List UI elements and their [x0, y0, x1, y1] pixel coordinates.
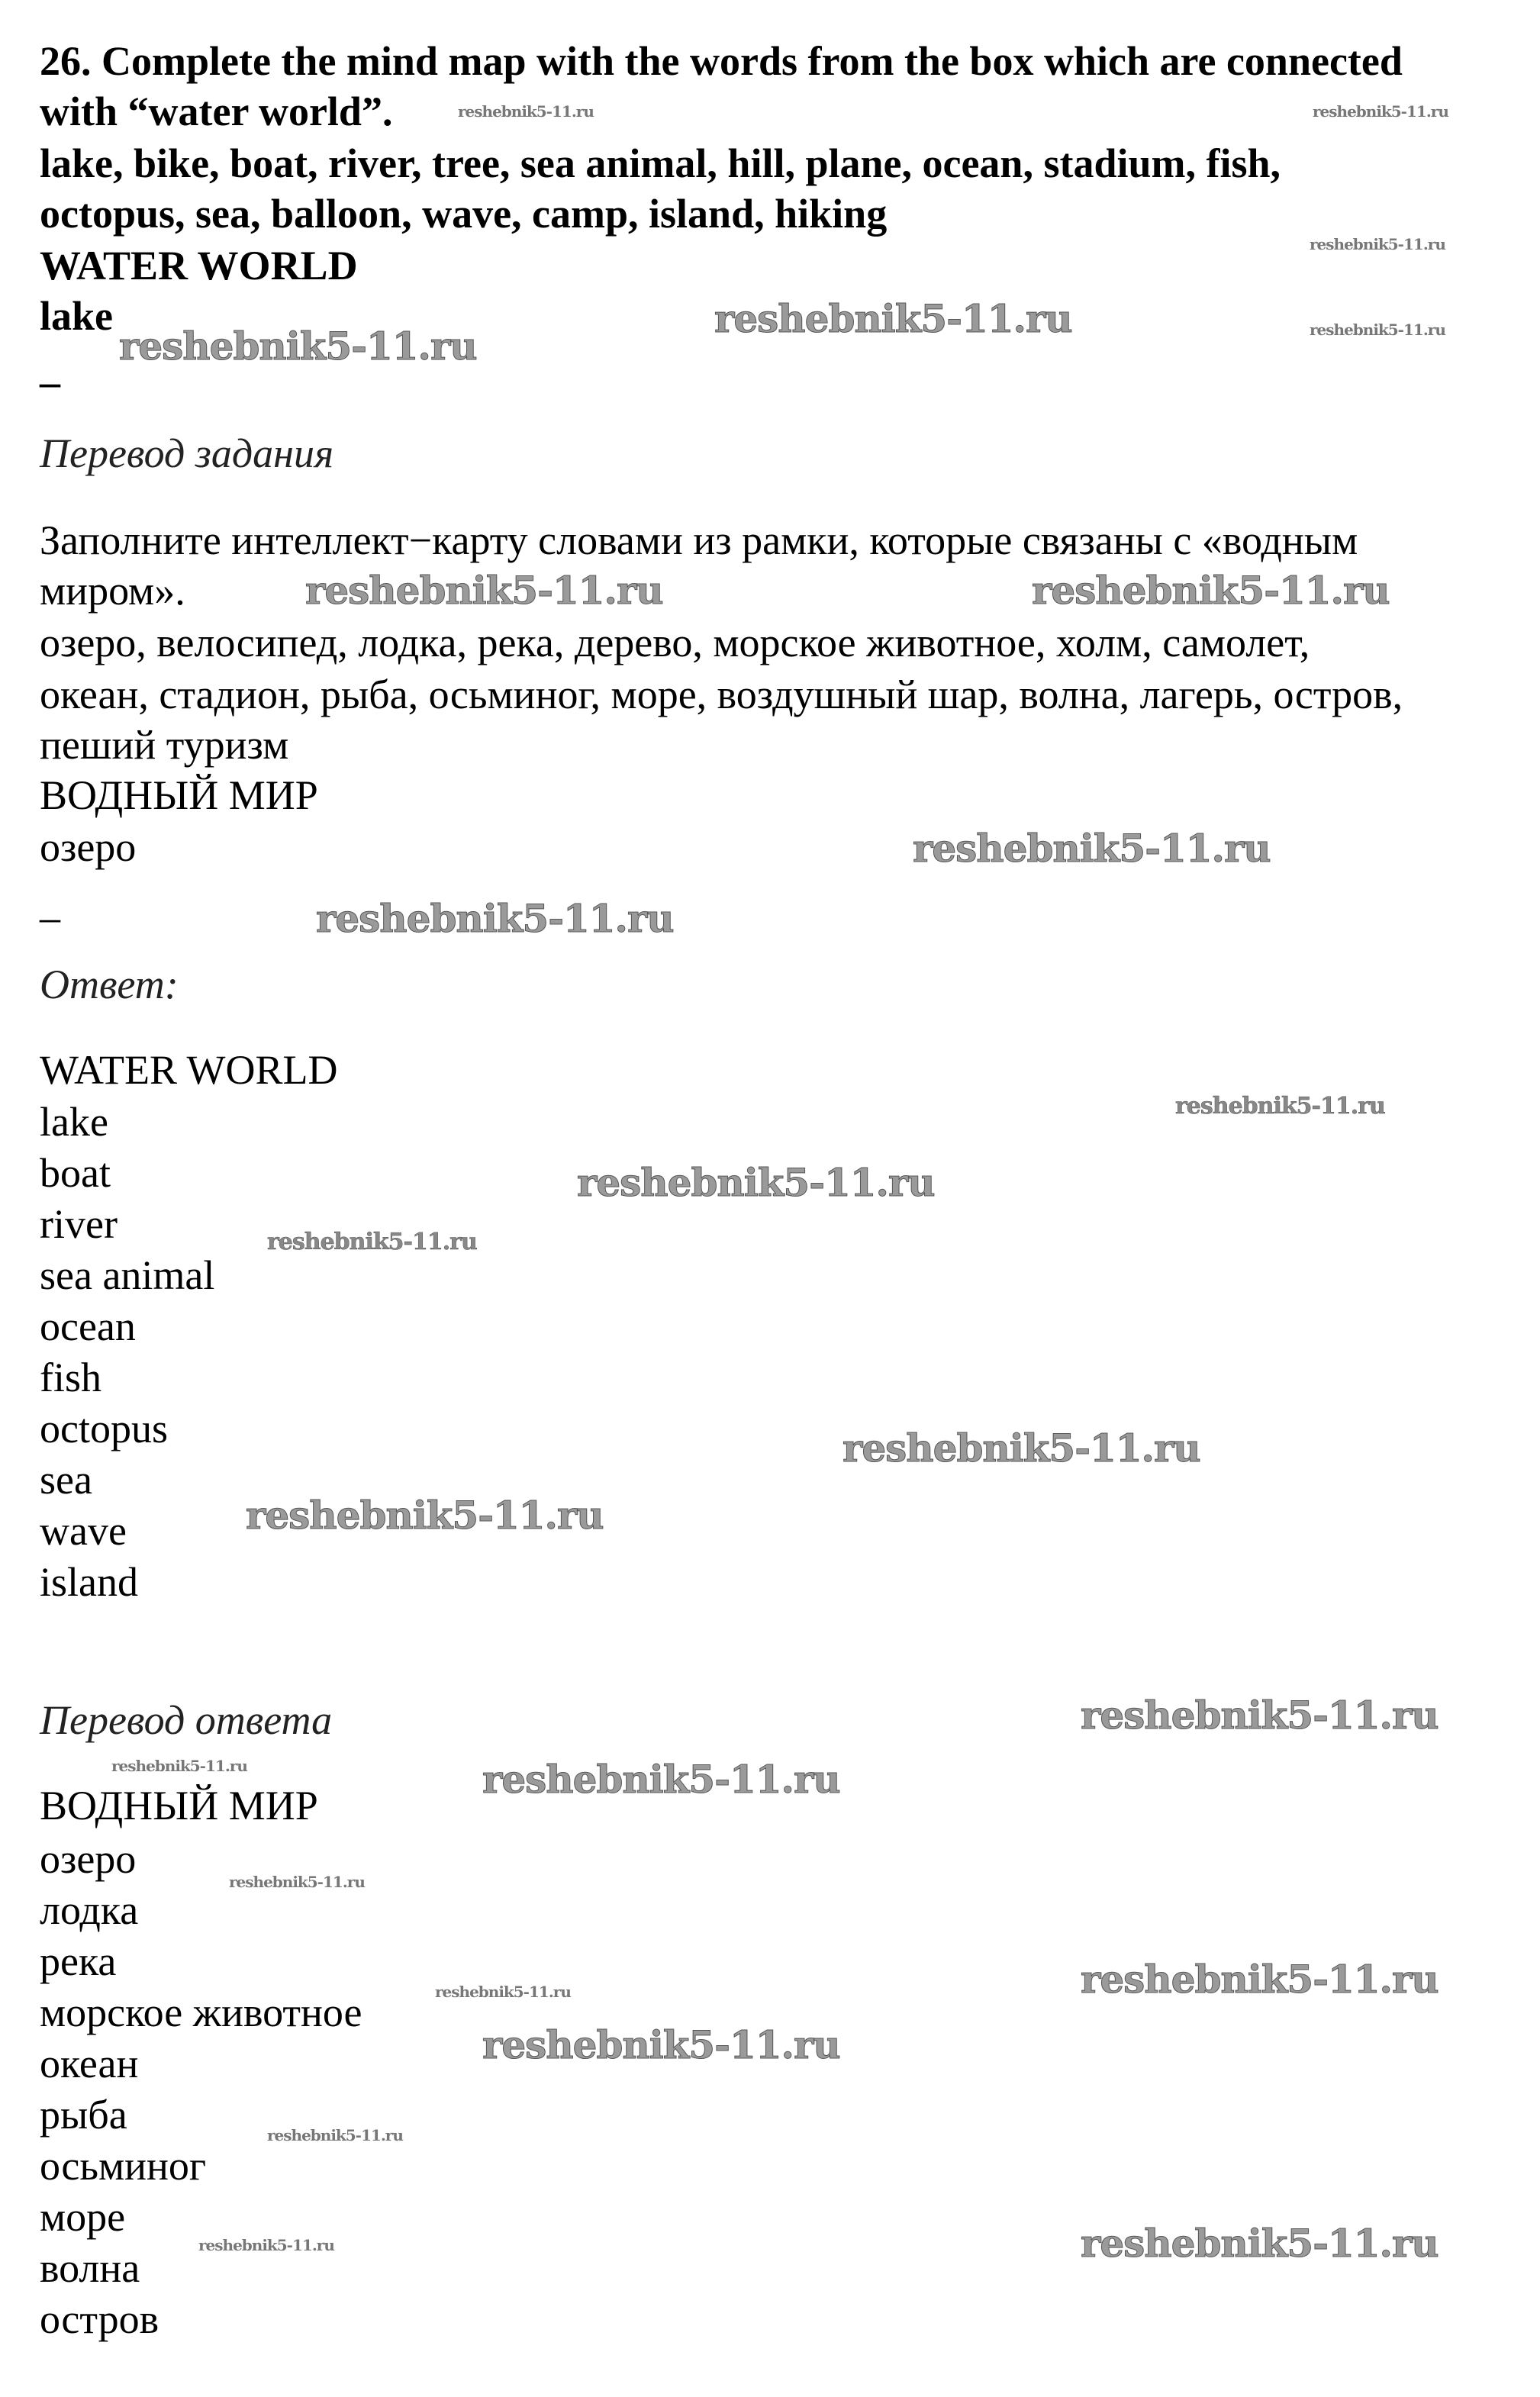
answer-word: boat [40, 1150, 111, 1196]
word-box-line: lake, bike, boat, river, tree, sea animal, hill, plane, ocean, stadium, fish, [40, 140, 1281, 186]
translation-text: миром». [40, 568, 185, 614]
answer-translation-word: море [40, 2194, 126, 2240]
watermark: reshebnik5-11.ru [267, 2126, 403, 2144]
watermark: reshebnik5-11.ru [435, 1983, 571, 2001]
watermark: reshebnik5-11.ru [1081, 1957, 1439, 2002]
answer-word: sea animal [40, 1252, 215, 1298]
answer-translation-word: река [40, 1938, 117, 1984]
watermark: reshebnik5-11.ru [246, 1493, 604, 1538]
translation-dash: – [40, 894, 60, 940]
translation-text: океан, стадион, рыба, осьминог, море, воздушный шар, волна, лагерь, остров, [40, 672, 1403, 717]
answer-title: WATER WORLD [40, 1047, 338, 1093]
watermark: reshebnik5-11.ru [1310, 321, 1445, 339]
watermark: reshebnik5-11.ru [1081, 1693, 1439, 1738]
answer-word: lake [40, 1099, 108, 1145]
answer-word: ocean [40, 1303, 136, 1349]
watermark: reshebnik5-11.ru [913, 826, 1271, 871]
watermark: reshebnik5-11.ru [1032, 568, 1390, 613]
watermark: reshebnik5-11.ru [458, 102, 594, 121]
answer-word: sea [40, 1457, 92, 1503]
translation-heading: Перевод задания [40, 430, 334, 476]
watermark: reshebnik5-11.ru [1310, 235, 1445, 253]
watermark: reshebnik5-11.ru [305, 568, 663, 613]
answer-translation-word: остров [40, 2296, 159, 2342]
answer-translation-word: лодка [40, 1887, 139, 1933]
answer-translation-heading: Перевод ответа [40, 1697, 333, 1743]
mind-map-word: lake [40, 293, 114, 339]
mind-map-dash: – [40, 359, 60, 404]
mind-map-title: WATER WORLD [40, 243, 358, 288]
watermark: reshebnik5-11.ru [111, 1757, 247, 1775]
translation-text: пеший туризм [40, 722, 289, 768]
answer-word: island [40, 1559, 138, 1605]
watermark: reshebnik5-11.ru [229, 1873, 365, 1891]
translation-map-title: ВОДНЫЙ МИР [40, 772, 318, 818]
watermark: reshebnik5-11.ru [267, 1229, 477, 1255]
watermark: reshebnik5-11.ru [316, 896, 674, 941]
answer-translation-word: озеро [40, 1836, 137, 1882]
answer-word: octopus [40, 1406, 168, 1451]
task-title: 26. Complete the mind map with the words from the box which are connected [40, 38, 1403, 84]
translation-text: озеро, велосипед, лодка, река, дерево, морское животное, холм, самолет, [40, 620, 1310, 665]
watermark: reshebnik5-11.ru [842, 1426, 1200, 1471]
answer-word: river [40, 1201, 118, 1247]
translation-map-word: озеро [40, 824, 137, 870]
answer-translation-word: осьминог [40, 2143, 207, 2189]
watermark: reshebnik5-11.ru [198, 2236, 334, 2254]
word-box-line: octopus, sea, balloon, wave, camp, island, hiking [40, 191, 888, 237]
watermark: reshebnik5-11.ru [482, 2022, 840, 2067]
answer-word: wave [40, 1508, 127, 1554]
watermark: reshebnik5-11.ru [1081, 2221, 1439, 2266]
answer-heading: Ответ: [40, 962, 179, 1007]
watermark: reshebnik5-11.ru [482, 1757, 840, 1802]
answer-word: fish [40, 1355, 101, 1400]
watermark: reshebnik5-11.ru [1175, 1093, 1385, 1120]
answer-translation-word: волна [40, 2245, 140, 2291]
watermark: reshebnik5-11.ru [119, 324, 477, 369]
watermark: reshebnik5-11.ru [577, 1160, 935, 1205]
answer-translation-word: океан [40, 2041, 139, 2086]
answer-translation-word: морское животное [40, 1989, 362, 2035]
task-title-cont: with “water world”. [40, 89, 393, 134]
translation-text: Заполните интеллект−карту словами из рамки, которые связаны с «водным [40, 517, 1358, 563]
answer-translation-word: рыба [40, 2092, 127, 2138]
watermark: reshebnik5-11.ru [714, 296, 1072, 341]
answer-translation-title: ВОДНЫЙ МИР [40, 1783, 318, 1828]
watermark: reshebnik5-11.ru [1313, 102, 1448, 121]
